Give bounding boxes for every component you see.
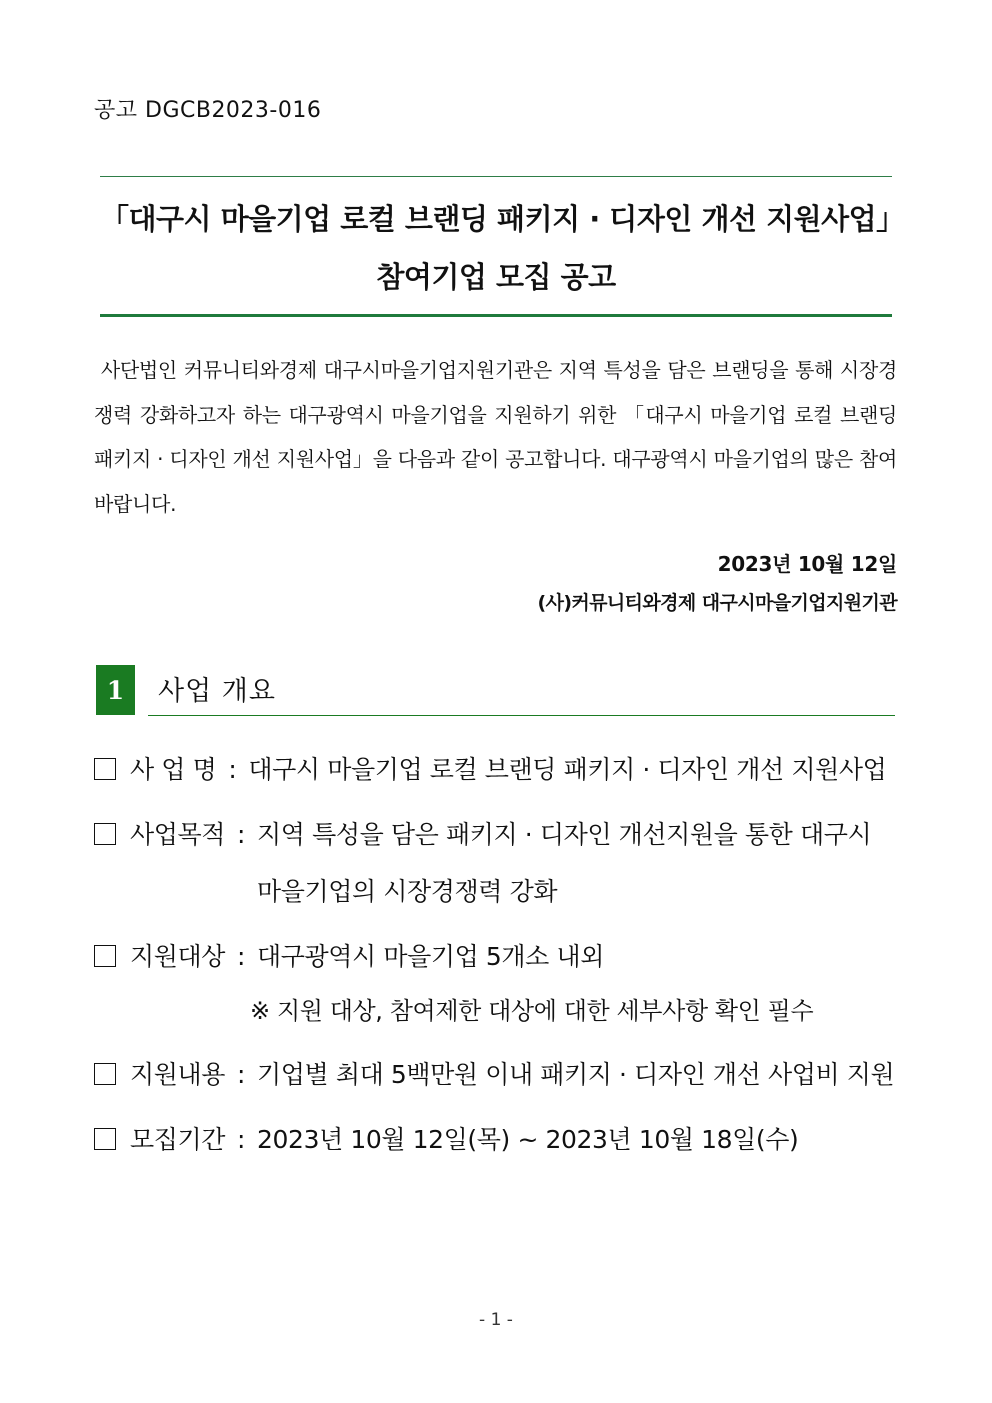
- section-title: 사업 개요: [158, 676, 276, 707]
- colon-separator: :: [237, 942, 246, 971]
- colon-separator: :: [228, 755, 237, 784]
- section-rule: [148, 715, 895, 716]
- item-support-target: [94, 937, 604, 973]
- colon-separator: :: [237, 1125, 246, 1154]
- checkbox-square-icon: [94, 823, 116, 845]
- checkbox-square-icon: [94, 758, 116, 780]
- item-recruitment-period: [94, 1120, 798, 1156]
- item-project-name: [94, 750, 886, 786]
- title-top-rule: [100, 176, 892, 177]
- item-key: 모집기간: [130, 1125, 226, 1154]
- item-key: 사 업 명: [130, 755, 217, 784]
- item-value: 기업별 최대 5백만원 이내 패키지 · 디자인 개선 사업비 지원: [257, 1060, 895, 1089]
- document-title: [100, 190, 905, 306]
- item-project-purpose-continuation: 마을기업의 시장경쟁력 강화: [257, 877, 558, 906]
- issuing-organization: (사)커뮤니티와경제 대구시마을기업지원기관: [537, 592, 897, 614]
- checkbox-square-icon: [94, 1063, 116, 1085]
- checkbox-square-icon: [94, 1128, 116, 1150]
- item-key: 사업목적: [130, 820, 226, 849]
- notice-number: 공고 DGCB2023-016: [94, 98, 322, 123]
- colon-separator: :: [237, 820, 246, 849]
- title-line-1: 「대구시 마을기업 로컬 브랜딩 패키지 · 디자인 개선 지원사업」: [100, 202, 905, 236]
- intro-text: 사단법인 커뮤니티와경제 대구시마을기업지원기관은 지역 특성을 담은 브랜딩을 통해 시장경쟁력 강화하고자 하는 대구광역시 마을기업을 지원하기 위한 「대구시 마을기업 로컬 브랜딩 패키지 · 디자인 개선 지원사업」을 다음과 같이 공고합니다. 대구광역시 마을기업의 많은 참여 바랍니다.: [94, 358, 897, 516]
- item-key: 지원대상: [130, 942, 226, 971]
- item-value: 대구시 마을기업 로컬 브랜딩 패키지 · 디자인 개선 지원사업: [248, 755, 887, 784]
- item-support-content: [94, 1055, 894, 1091]
- item-key: 지원내용: [130, 1060, 226, 1089]
- colon-separator: :: [237, 1060, 246, 1089]
- item-value: 대구광역시 마을기업 5개소 내외: [257, 942, 604, 971]
- item-value: 지역 특성을 담은 패키지 · 디자인 개선지원을 통한 대구시: [257, 820, 872, 849]
- support-target-note: ※ 지원 대상, 참여제한 대상에 대한 세부사항 확인 필수: [250, 997, 814, 1025]
- notice-date: 2023년 10월 12일: [717, 552, 897, 576]
- title-bottom-rule: [100, 314, 892, 317]
- item-project-purpose: [94, 815, 871, 851]
- page-number: - 1 -: [479, 1310, 513, 1330]
- section-number-badge: 1: [96, 665, 135, 715]
- checkbox-square-icon: [94, 945, 116, 967]
- item-value: 2023년 10월 12일(목) ~ 2023년 10월 18일(수): [257, 1125, 799, 1154]
- intro-paragraph: [94, 348, 897, 526]
- title-line-2: 참여기업 모집 공고: [376, 260, 616, 294]
